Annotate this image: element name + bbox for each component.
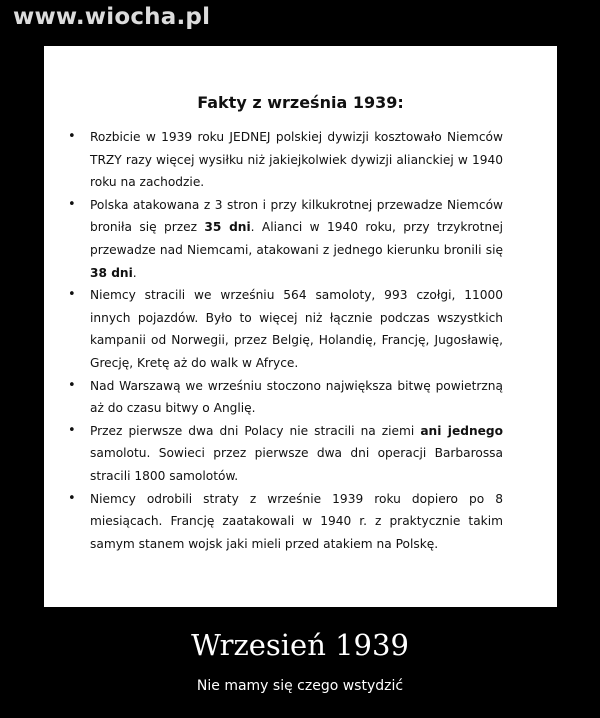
- site-watermark: www.wiocha.pl: [13, 4, 211, 30]
- bold-text: ani jednego: [420, 423, 503, 438]
- facts-card: [44, 46, 557, 607]
- fact-item: • Rozbicie w 1939 roku JEDNEJ polskiej dywizji kosztowało Niemców TRZY razy więcej wysiłku niż jakiejkolwiek dywizji alianckiej w 1940 roku na zachodzie.: [90, 126, 503, 194]
- fact-item: • Niemcy odrobili straty z wrześnie 1939 roku dopiero po 8 miesiącach. Francję zaatakowali w 1940 r. z praktycznie takim samym stanem wojsk jaki mieli przed atakiem na Polskę.: [90, 488, 503, 556]
- fact-item: • Nad Warszawą we wrześniu stoczono największa bitwę powietrzną aż do czasu bitwy o Anglię.: [90, 375, 503, 420]
- caption-subtitle: Nie mamy się czego wstydzić: [196, 678, 404, 694]
- bold-text: 38 dni: [90, 265, 133, 280]
- bold-text: 35 dni: [204, 220, 251, 235]
- caption-title: Wrzesień 1939: [191, 628, 409, 662]
- card-title: Fakty z września 1939:: [197, 93, 404, 112]
- facts-list: [90, 126, 503, 555]
- fact-item: • Niemcy stracili we wrześniu 564 samoloty, 993 czołgi, 11000 innych pojazdów. Było to więcej niż łącznie podczas wszystkich kampanii od Norwegii, przez Belgię, Holandię, Francję, Jugosławię, Grecję, Kretę aż do walk w Afryce.: [90, 284, 503, 374]
- fact-item: • Polska atakowana z 3 stron i przy kilkukrotnej przewadze Niemców broniła się przez 35 dni. Alianci w 1940 roku, przy trzykrotnej przewadze nad Niemcami, atakowani z jednego kierunku bronili się 38 dni.: [90, 194, 503, 284]
- fact-item: • Przez pierwsze dwa dni Polacy nie stracili na ziemi ani jednego samolotu. Sowieci przez pierwsze dwa dni operacji Barbarossa stracili 1800 samolotów.: [90, 420, 503, 488]
